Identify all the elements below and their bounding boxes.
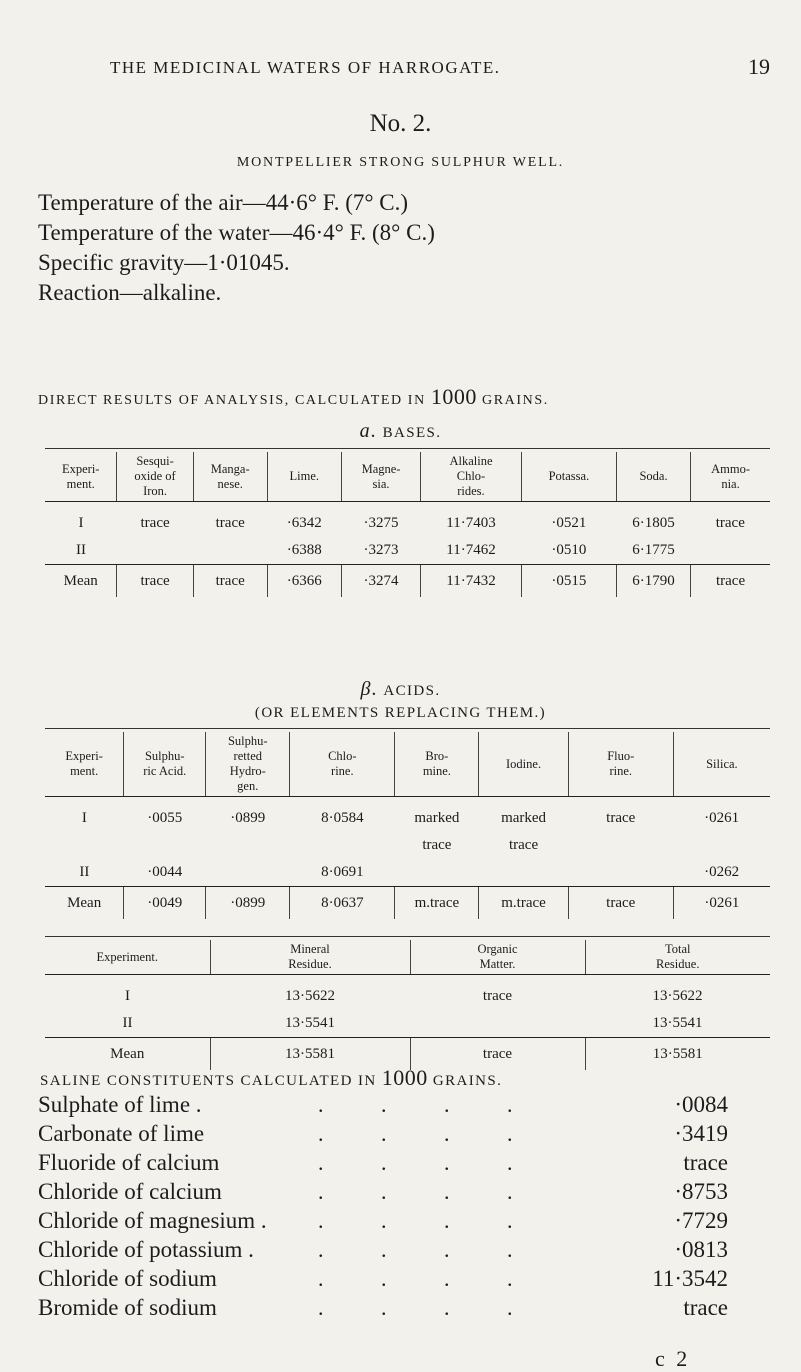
acids-table-cell	[568, 832, 673, 859]
saline-constituent-row	[38, 1208, 728, 1237]
acids-mean-cell: trace	[568, 887, 673, 920]
bases-table-cell: ·3273	[363, 542, 399, 558]
bases-mean-cell: 11·7432	[421, 565, 522, 598]
constituent-value: ·0084	[674, 1092, 728, 1117]
bases-table-cell: 11·7462	[446, 542, 496, 558]
constituent-value: trace	[683, 1150, 728, 1175]
bases-mean-cell: trace	[117, 565, 193, 598]
acids-subheading: (OR ELEMENTS REPLACING THEM.)	[254, 705, 547, 721]
bases-column-header: Sesqui- oxide of Iron.	[117, 452, 193, 502]
acids-mean-cell: ·0899	[206, 887, 290, 920]
bases-table-cell: trace	[215, 515, 245, 531]
acids-table-cell	[206, 832, 290, 859]
property-specific-gravity: Specific gravity—1·01045.	[38, 250, 290, 275]
acids-table-cell	[45, 832, 124, 859]
residue-mean-cell: Mean	[45, 1038, 210, 1071]
constituent-name: Chloride of sodium	[38, 1266, 217, 1291]
saline-constituent-row	[38, 1237, 728, 1266]
bases-mean-cell: ·0515	[521, 565, 616, 598]
acids-table-cell	[124, 832, 206, 859]
bases-column-header: Soda.	[617, 452, 691, 502]
bases-column-header: Alkaline Chlo- rides.	[421, 452, 522, 502]
residue-mean-cell: 13·5581	[585, 1038, 770, 1071]
acids-mean-cell: 8·0637	[290, 887, 395, 920]
constituent-value: trace	[683, 1295, 728, 1320]
acids-mean-cell: m.trace	[395, 887, 479, 920]
residue-table-row	[45, 975, 770, 1011]
bases-column-header: Potassa.	[521, 452, 616, 502]
residue-table-cell: 13·5541	[652, 1015, 703, 1031]
bases-mean-cell: Mean	[45, 565, 117, 598]
acids-table-cell: trace	[508, 837, 539, 853]
acids-table-cell	[568, 859, 673, 887]
bases-table-cell	[117, 537, 193, 565]
bases-mean-cell: trace	[193, 565, 267, 598]
page-number: 19	[748, 54, 770, 79]
bases-table-cell	[193, 537, 267, 565]
saline-constituents-heading: SALINE CONSTITUENTS CALCULATED IN 1000 GRAINS.	[40, 1065, 503, 1090]
acids-table-row	[45, 832, 770, 859]
constituent-name: Sulphate of lime .	[38, 1092, 202, 1117]
bases-heading: a. BASES.	[359, 420, 442, 442]
residue-table-cell: II	[122, 1015, 133, 1031]
acids-table-cell	[206, 859, 290, 887]
saline-constituent-row	[38, 1121, 728, 1150]
bases-column-header: Experi- ment.	[45, 452, 117, 502]
constituent-name: Chloride of calcium	[38, 1179, 222, 1204]
acids-heading: β. ACIDS.	[360, 678, 441, 700]
signature-mark: c 2	[655, 1346, 691, 1371]
residue-table-row	[45, 1010, 770, 1038]
acids-table-cell: trace	[606, 810, 636, 826]
saline-constituents-list	[38, 1092, 728, 1324]
residue-table-cell	[410, 1010, 585, 1038]
acids-mean-cell: Mean	[45, 887, 124, 920]
constituent-value: ·7729	[674, 1208, 728, 1233]
residue-table-cell: trace	[482, 988, 513, 1004]
acids-table-cell: marked	[414, 810, 460, 826]
constituent-name: Chloride of potassium .	[38, 1237, 254, 1262]
bases-table-cell: ·3275	[363, 515, 399, 531]
constituent-value: ·3419	[674, 1121, 728, 1146]
leader-dots: . . . .	[318, 1266, 539, 1291]
well-name: MONTPELLIER STRONG SULPHUR WELL.	[236, 155, 565, 170]
running-title: THE MEDICINAL WATERS OF HARROGATE.	[110, 58, 501, 77]
acids-table	[45, 732, 770, 919]
bases-mean-cell: ·3274	[341, 565, 420, 598]
leader-dots: . . . .	[318, 1121, 539, 1146]
bases-mean-cell: trace	[691, 565, 770, 598]
saline-constituent-row	[38, 1179, 728, 1208]
residue-column-header: Experiment.	[45, 940, 210, 975]
bases-table-cell: ·6388	[286, 542, 322, 558]
leader-dots: . . . .	[318, 1237, 539, 1262]
bases-column-header: Magne- sia.	[341, 452, 420, 502]
acids-mean-cell: ·0261	[673, 887, 770, 920]
bases-header-row	[45, 452, 770, 502]
acids-column-header: Silica.	[673, 732, 770, 797]
acids-table-cell: marked	[501, 810, 547, 826]
saline-constituent-row	[38, 1295, 728, 1324]
constituent-value: 11·3542	[652, 1266, 728, 1291]
bases-table-cell: trace	[140, 515, 170, 531]
saline-constituent-row	[38, 1150, 728, 1179]
leader-dots: . . . .	[318, 1092, 539, 1117]
constituent-name: Carbonate of lime	[38, 1121, 205, 1146]
acids-column-header: Experi- ment.	[45, 732, 124, 797]
bases-table-row	[45, 502, 770, 538]
constituent-value: ·8753	[674, 1179, 728, 1204]
property-reaction: Reaction—alkaline.	[38, 280, 222, 305]
bases-column-header: Ammo- nia.	[691, 452, 770, 502]
acids-column-header: Sulphu- ric Acid.	[124, 732, 206, 797]
saline-constituent-row	[38, 1266, 728, 1295]
bases-table-cell	[691, 537, 770, 565]
acids-table-cell: trace	[422, 837, 452, 853]
acids-table-cell: ·0044	[147, 864, 183, 880]
acids-table-cell: II	[79, 864, 90, 880]
acids-column-header: Iodine.	[479, 732, 568, 797]
acids-table-cell: ·0262	[704, 864, 740, 880]
bases-table-cell: ·0521	[551, 515, 587, 531]
constituent-value: ·0813	[674, 1237, 728, 1262]
constituent-name: Fluoride of calcium	[38, 1150, 220, 1175]
bases-table-top-rule	[45, 448, 770, 449]
leader-dots: . . . .	[318, 1150, 539, 1175]
residue-column-header: Mineral Residue.	[210, 940, 410, 975]
residue-table-cell: 13·5622	[285, 988, 335, 1004]
bases-table	[45, 452, 770, 597]
acids-column-header: Fluo- rine.	[568, 732, 673, 797]
residue-table	[45, 940, 770, 1070]
residue-column-header: Total Residue.	[585, 940, 770, 975]
analysis-number: No. 2.	[369, 110, 432, 137]
acids-table-cell: 8·0584	[321, 810, 364, 826]
residue-mean-cell: trace	[410, 1038, 585, 1071]
constituent-name: Bromide of sodium	[38, 1295, 217, 1320]
bases-table-cell: II	[75, 542, 86, 558]
bases-table-cell: ·0510	[551, 542, 587, 558]
acids-mean-row	[45, 887, 770, 920]
residue-table-cell: I	[125, 988, 130, 1004]
leader-dots: . . . .	[318, 1295, 539, 1320]
acids-column-header: Bro- mine.	[395, 732, 479, 797]
bases-table-cell: 6·1805	[632, 515, 675, 531]
bases-table-row	[45, 537, 770, 565]
residue-header-row	[45, 940, 770, 975]
acids-column-header: Chlo- rine.	[290, 732, 395, 797]
bases-table-cell: trace	[715, 515, 745, 531]
acids-mean-cell: m.trace	[479, 887, 568, 920]
residue-mean-cell: 13·5581	[210, 1038, 410, 1071]
bases-mean-cell: ·6366	[267, 565, 341, 598]
bases-column-header: Lime.	[267, 452, 341, 502]
bases-mean-cell: 6·1790	[617, 565, 691, 598]
acids-table-row	[45, 797, 770, 833]
acids-table-cell	[290, 832, 395, 859]
acids-mean-cell: ·0049	[124, 887, 206, 920]
leader-dots: . . . .	[318, 1179, 539, 1204]
acids-table-cell: ·0055	[147, 810, 183, 826]
acids-column-header: Sulphu- retted Hydro- gen.	[206, 732, 290, 797]
acids-table-cell: ·0899	[230, 810, 266, 826]
acids-table-cell	[395, 859, 479, 887]
residue-table-cell: 13·5541	[285, 1015, 335, 1031]
bases-table-cell: ·6342	[286, 515, 322, 531]
acids-table-row	[45, 859, 770, 887]
residue-column-header: Organic Matter.	[410, 940, 585, 975]
acids-table-top-rule	[45, 728, 770, 729]
acids-table-cell	[479, 859, 568, 887]
property-air-temperature: Temperature of the air—44·6° F. (7° C.)	[38, 190, 409, 215]
bases-table-cell: I	[78, 515, 84, 531]
acids-table-cell	[673, 832, 770, 859]
acids-table-cell: 8·0691	[321, 864, 364, 880]
saline-constituent-row	[38, 1092, 728, 1121]
leader-dots: . . . .	[318, 1208, 539, 1233]
property-water-temperature: Temperature of the water—46·4° F. (8° C.)	[38, 220, 435, 245]
acids-table-cell: ·0261	[704, 810, 740, 826]
acids-header-row	[45, 732, 770, 797]
residue-table-cell: 13·5622	[652, 988, 703, 1004]
bases-table-cell: 6·1775	[632, 542, 675, 558]
constituent-name: Chloride of magnesium .	[38, 1208, 267, 1233]
bases-table-cell: 11·7403	[446, 515, 496, 531]
bases-mean-row	[45, 565, 770, 598]
direct-results-heading: DIRECT RESULTS OF ANALYSIS, CALCULATED IN 1000 GRAINS.	[38, 384, 549, 409]
residue-table-top-rule	[45, 936, 770, 937]
acids-table-cell: I	[81, 810, 87, 826]
bases-column-header: Manga- nese.	[193, 452, 267, 502]
